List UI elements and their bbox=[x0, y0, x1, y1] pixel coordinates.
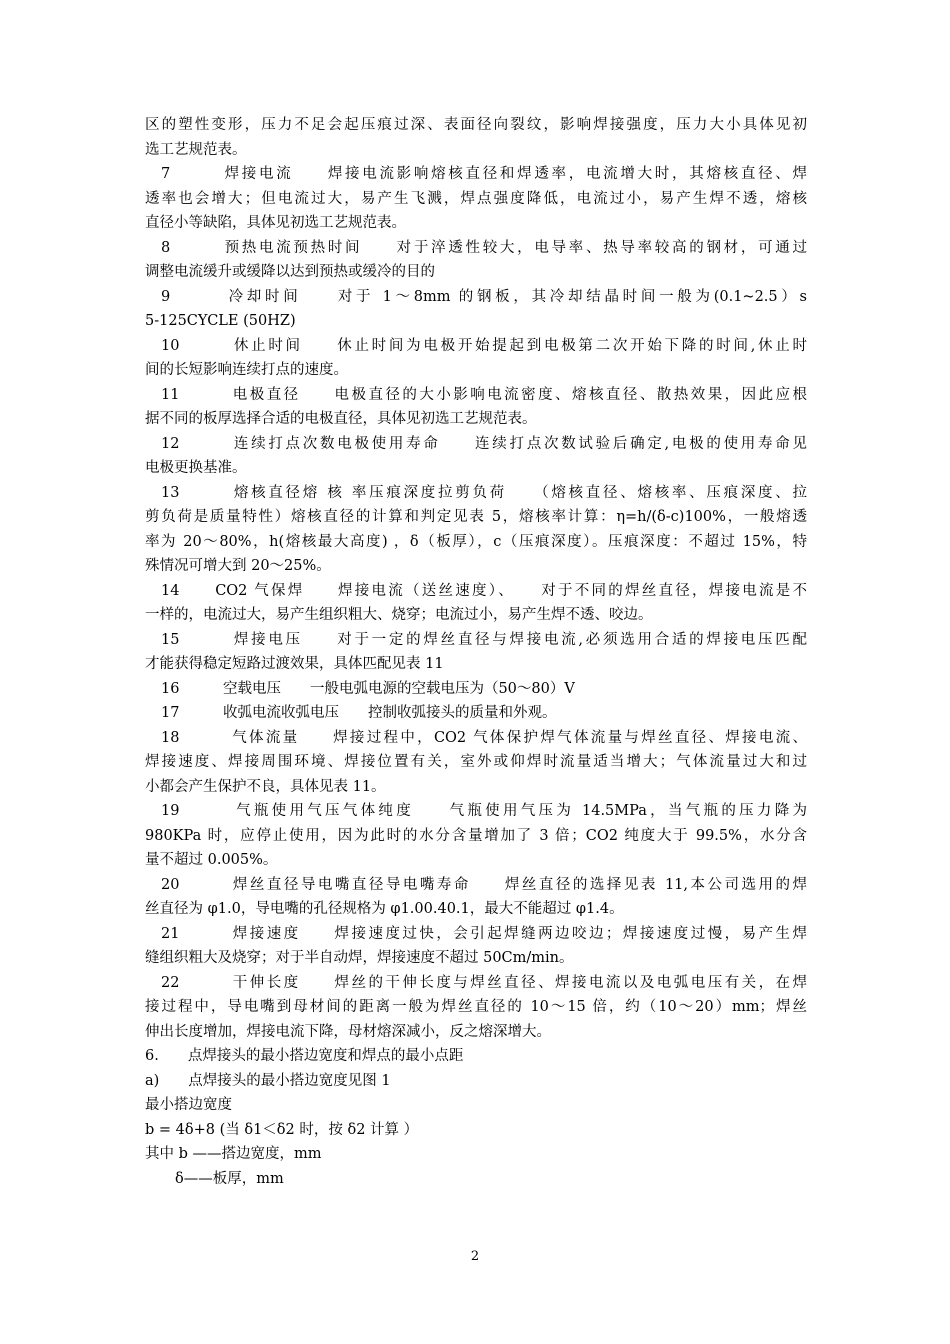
text-line: 980KPa 时，应停止使用，因为此时的水分含量增加了 3 倍；CO2 纯度大于 99.5%，水分含 bbox=[145, 827, 807, 844]
text-line: 丝直径为 φ1.0，导电嘴的孔径规格为 φ1.00.40.1，最大不能超过 φ1.4。 bbox=[145, 901, 624, 917]
text-line: 16 空载电压 一般电弧电源的空载电压为（50～80）V bbox=[161, 680, 575, 697]
text-line: 15 焊接电压 对于一定的焊丝直径与焊接电流,必须选用合适的焊接电压匹配 bbox=[161, 631, 807, 648]
text-line: 区的塑性变形，压力不足会起压痕过深、表面径向裂纹，影响焊接强度，压力大小具体见初 bbox=[145, 117, 807, 133]
text-line: 一样的，电流过大，易产生组织粗大、烧穿；电流过小，易产生焊不透、咬边。 bbox=[145, 607, 653, 623]
text-line: 殊情况可增大到 20～25%。 bbox=[145, 558, 331, 574]
text-line: 9 冷却时间 对于 1～8mm 的钢板，其冷却结晶时间一般为(0.1~2.5）s bbox=[161, 288, 807, 305]
text-line: 透率也会增大；但电流过大，易产生飞溅，焊点强度降低，电流过小，易产生焊不透，熔核 bbox=[145, 190, 807, 207]
page-number: 2 bbox=[470, 1249, 480, 1264]
text-line: 最小搭边宽度 bbox=[145, 1097, 232, 1113]
text-line: 率为 20～80%，h(熔核最大高度) ，δ（板厚），c（压痕深度）。压痕深度：不超过 15%，特 bbox=[145, 533, 807, 550]
text-line: 11 电极直径 电极直径的大小影响电流密度、熔核直径、散热效果，因此应根 bbox=[161, 386, 807, 403]
text-line: 缝组织粗大及烧穿；对于半自动焊，焊接速度不超过 50Cm/min。 bbox=[145, 950, 574, 966]
text-line: 才能获得稳定短路过渡效果，具体匹配见表 11 bbox=[145, 656, 444, 672]
text-line: 12 连续打点次数电极使用寿命 连续打点次数试验后确定,电极的使用寿命见 bbox=[161, 435, 807, 452]
text-line: 18 气体流量 焊接过程中，CO2 气体保护焊气体流量与焊丝直径、焊接电流、 bbox=[161, 729, 807, 746]
text-line: b = 4δ+8 (当 δ1＜δ2 时，按 δ2 计算 ） bbox=[145, 1121, 419, 1138]
text-line: 间的长短影响连续打点的速度。 bbox=[145, 362, 348, 378]
text-line: 接过程中，导电嘴到母材间的距离一般为焊丝直径的 10～15 倍，约（10～20）mm；焊丝 bbox=[145, 999, 807, 1015]
text-line: 调整电流缓升或缓降以达到预热或缓冷的目的 bbox=[145, 264, 435, 280]
text-line: 5-125CYCLE (50HZ) bbox=[145, 313, 296, 329]
text-line: a) 点焊接头的最小搭边宽度见图 1 bbox=[145, 1072, 391, 1089]
text-line: 直径小等缺陷，具体见初选工艺规范表。 bbox=[145, 215, 406, 231]
text-line: 据不同的板厚选择合适的电极直径，具体见初选工艺规范表。 bbox=[145, 411, 537, 427]
text-line: 其中 b ——搭边宽度，mm bbox=[145, 1146, 322, 1162]
text-line: 电极更换基准。 bbox=[145, 460, 247, 476]
text-line: 6. 点焊接头的最小搭边宽度和焊点的最小点距 bbox=[145, 1048, 464, 1064]
text-line: 19 气瓶使用气压气体纯度 气瓶使用气压为 14.5MPa，当气瓶的压力降为 bbox=[161, 803, 807, 819]
text-line: δ——板厚，mm bbox=[175, 1170, 284, 1187]
text-line: 13 熔核直径熔 核 率压痕深度拉剪负荷 （熔核直径、熔核率、压痕深度、拉 bbox=[161, 484, 807, 501]
body-text bbox=[145, 113, 807, 1191]
text-line: 17 收弧电流收弧电压 控制收弧接头的质量和外观。 bbox=[161, 705, 557, 721]
text-line: 焊接速度、焊接周围环境、焊接位置有关，室外或仰焊时流量适当增大；气体流量过大和过 bbox=[145, 754, 807, 770]
text-line: 20 焊丝直径导电嘴直径导电嘴寿命 焊丝直径的选择见表 11,本公司选用的焊 bbox=[161, 876, 807, 893]
text-line: 量不超过 0.005%。 bbox=[145, 852, 278, 868]
text-line: 选工艺规范表。 bbox=[145, 141, 247, 158]
text-line: 10 休止时间 休止时间为电极开始提起到电极第二次开始下降的时间,休止时 bbox=[161, 337, 807, 354]
text-line: 剪负荷是质量特性）熔核直径的计算和判定见表 5，熔核率计算：η=h/(δ-c)100%，一般熔透 bbox=[145, 509, 807, 525]
text-line: 7 焊接电流 焊接电流影响熔核直径和焊透率，电流增大时，其熔核直径、焊 bbox=[161, 166, 807, 182]
text-line: 22 干伸长度 焊丝的干伸长度与焊丝直径、焊接电流以及电弧电压有关，在焊 bbox=[161, 974, 807, 991]
text-line: 伸出长度增加，焊接电流下降，母材熔深减小，反之熔深增大。 bbox=[145, 1023, 551, 1040]
text-line: 21 焊接速度 焊接速度过快，会引起焊缝两边咬边；焊接速度过慢，易产生焊 bbox=[161, 925, 807, 942]
text-line: 14 CO2 气保焊 焊接电流（送丝速度）、 对于不同的焊丝直径，焊接电流是不 bbox=[161, 582, 807, 599]
text-line: 8 预热电流预热时间 对于淬透性较大，电导率、热导率较高的钢材，可通过 bbox=[161, 239, 807, 256]
text-line: 小都会产生保护不良，具体见表 11。 bbox=[145, 778, 386, 795]
